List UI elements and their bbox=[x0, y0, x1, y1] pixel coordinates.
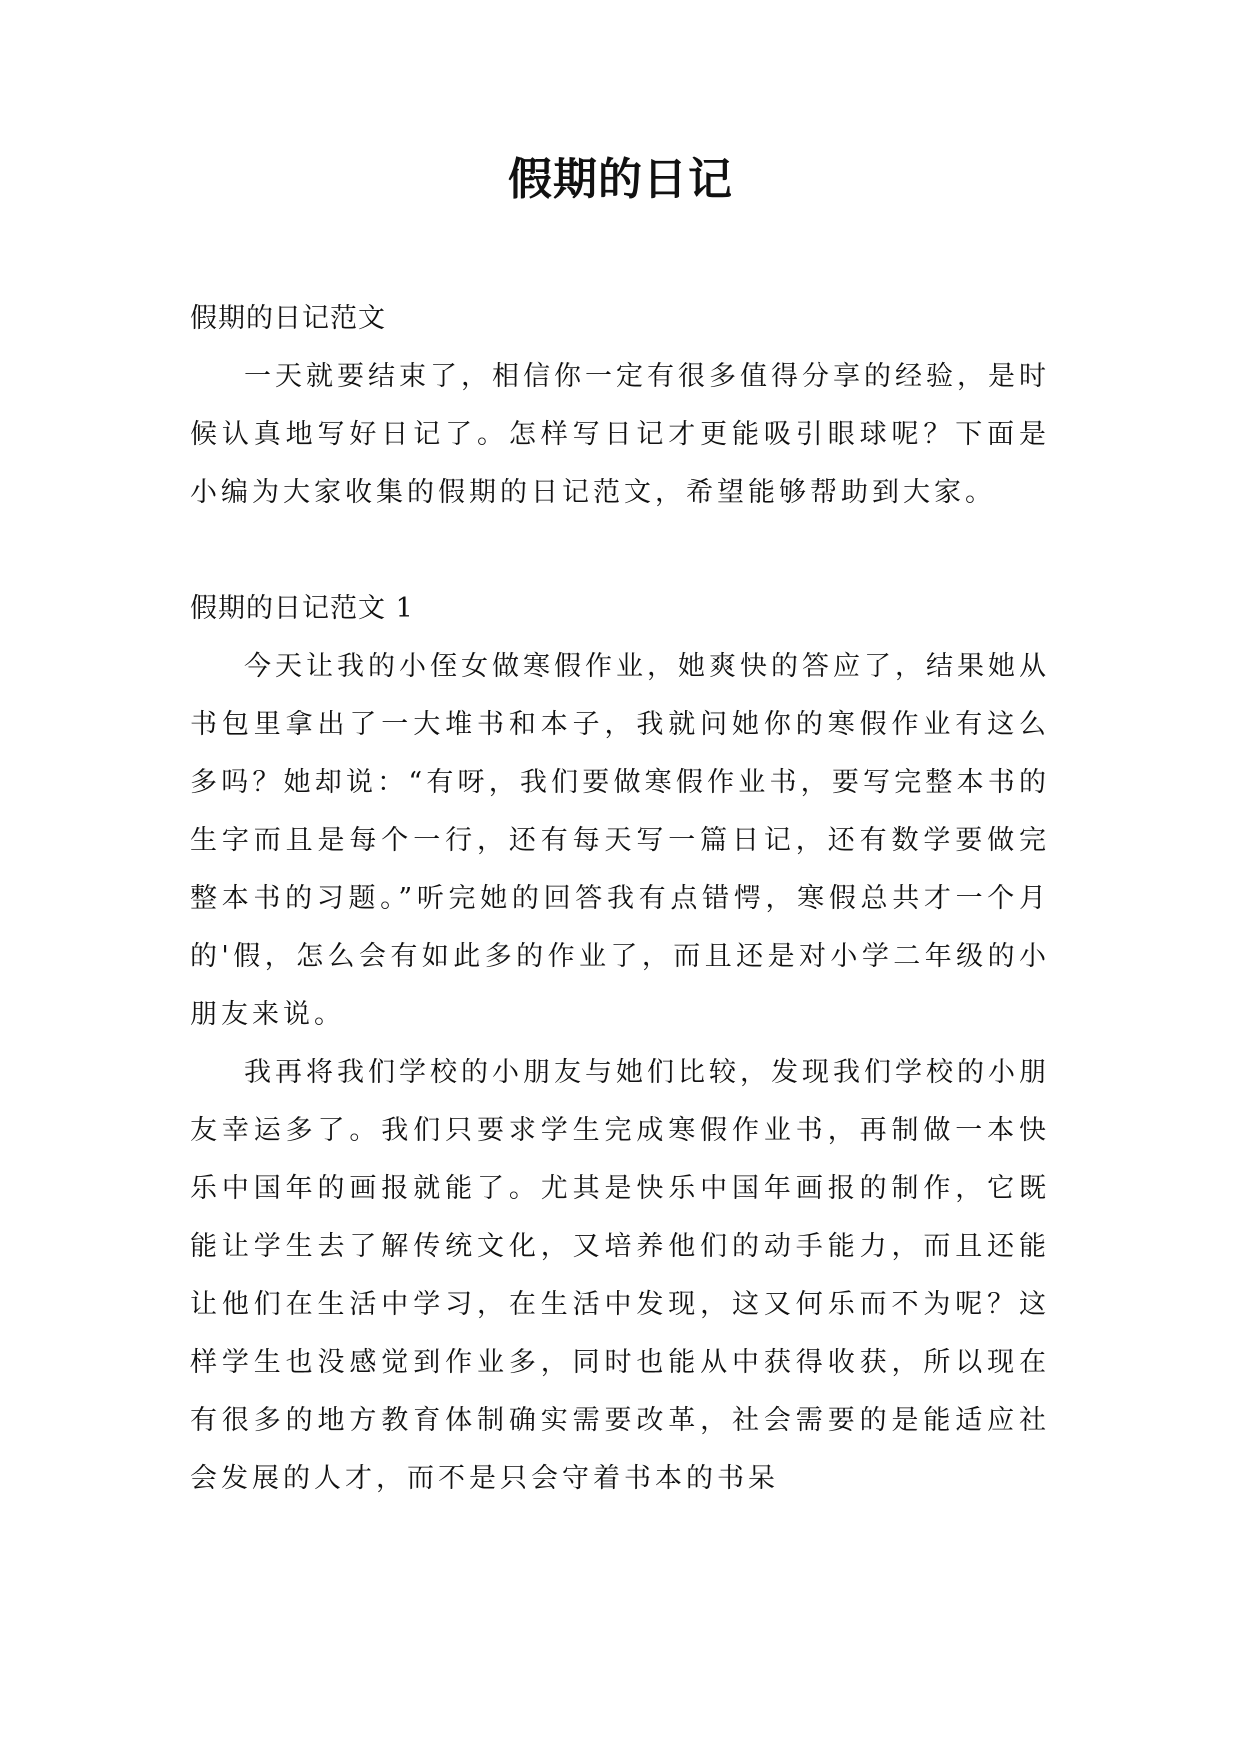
document-title: 假期的日记 bbox=[508, 154, 733, 205]
section-spacer bbox=[190, 522, 1050, 580]
intro-paragraph: 一天就要结束了，相信你一定有很多值得分享的经验，是时候认真地写好日记了。怎样写日记才更能吸引眼球呢？下面是小编为大家收集的假期的日记范文，希望能够帮助到大家。 bbox=[190, 361, 1050, 508]
section1-heading: 假期的日记范文 1 bbox=[190, 593, 414, 624]
section1-paragraph-1: 今天让我的小侄女做寒假作业，她爽快的答应了，结果她从书包里拿出了一大堆书和本子，我就问她你的寒假作业有这么多吗？她却说：“有呀，我们要做寒假作业书，要写完整本书的生字而且是每个一行，还有每天写一篇日记，还有数学要做完整本书的习题。”听完她的回答我有点错愕，寒假总共才一个月的'假，怎么会有如此多的作业了，而且还是对小学二年级的小朋友来说。 bbox=[190, 651, 1050, 1030]
section1-paragraph-2: 我再将我们学校的小朋友与她们比较，发现我们学校的小朋友幸运多了。我们只要求学生完成寒假作业书，再制做一本快乐中国年的画报就能了。尤其是快乐中国年画报的制作，它既能让学生去了解传统文化，又培养他们的动手能力，而且还能让他们在生活中学习，在生活中发现，这又何乐而不为呢？这样学生也没感觉到作业多，同时也能从中获得收获，所以现在有很多的地方教育体制确实需要改革，社会需要的是能适应社会发展的人才，而不是只会守着书本的书呆 bbox=[190, 1057, 1050, 1494]
intro-heading: 假期的日记范文 bbox=[190, 303, 386, 334]
document-body bbox=[190, 290, 1050, 1508]
